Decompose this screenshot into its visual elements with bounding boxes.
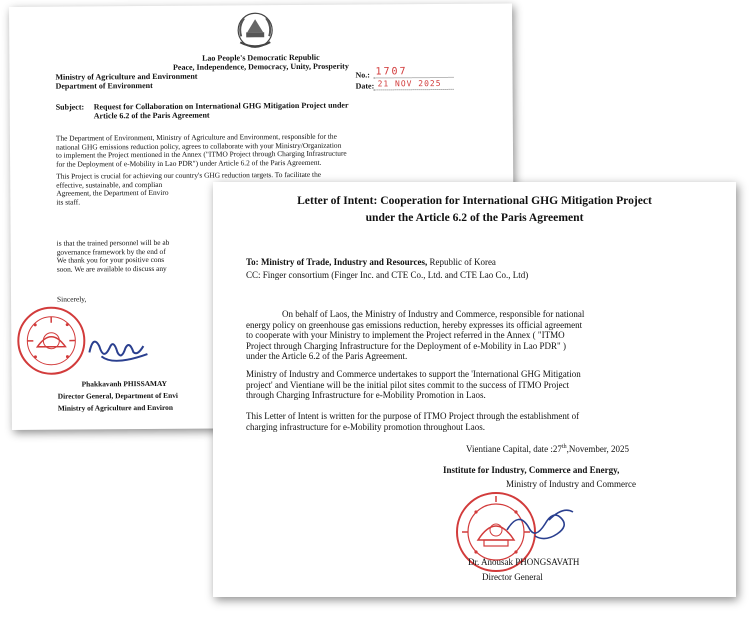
paragraph-line: This Letter of Intent is written for the purpose of ITMO Project through the establishment of: [246, 411, 580, 421]
date-label: Date:: [355, 81, 375, 91]
signer-title: Director General: [482, 572, 543, 582]
to-label: To:: [246, 257, 259, 267]
paragraph-1: [56, 133, 347, 169]
date-underline: [374, 89, 454, 91]
subject-line-2: Article 6.2 of the Paris Agreement: [93, 110, 210, 121]
cc-line: CC: Finger consortium (Finger Inc. and CTE Co., Ltd. and CTE Lao Co., Ltd): [246, 270, 529, 280]
paragraph-line: national GHG emissions reduction policy, agrees to collaborate with your Ministry/Organization: [55, 140, 342, 152]
paragraph-line: for the Deployment of e-Mobility in Lao PDR") under Article 6.2 of the Paris Agreement.: [56, 157, 322, 169]
reference-number: 1707: [375, 66, 408, 78]
recipient-line: [246, 257, 496, 268]
signer-name: Phakkavanh PHISSAMAY: [81, 378, 168, 389]
paragraph-line: project' and Vientiane will be the initial pilot sites commit to the success of ITMO Project: [246, 379, 570, 390]
paragraph-line: to implement the Project mentioned in the Annex ("ITMO Project through Charging Infrastructure: [56, 148, 347, 160]
date-suffix: ,November, 2025: [566, 444, 629, 454]
lao-emblem-icon: [232, 10, 278, 50]
date-prefix: Vientiane Capital, date :27: [466, 444, 562, 454]
paragraph-line: governance framework by the end of: [56, 246, 166, 257]
paragraph-line: We thank you for your positive cons: [56, 255, 165, 265]
paragraph-3: [57, 239, 170, 274]
subject-label: Subject:: [55, 102, 85, 112]
national-motto: Peace, Independence, Democracy, Unity, Prosperity: [172, 61, 349, 72]
paragraph-line: The Department of Environment, Ministry of Agriculture and Environment, responsible for the: [55, 131, 337, 143]
front-paragraph-3: [246, 411, 579, 432]
date-ordinal: th: [561, 444, 567, 450]
paragraph-line: On behalf of Laos, the Ministry of Industry and Commerce, responsible for national: [282, 309, 585, 319]
paragraph-line: effective, sustainable, and complian: [56, 179, 163, 190]
signer-title-1: Director General, Department of Envi: [57, 390, 178, 401]
to-country: Republic of Korea: [429, 257, 496, 267]
signature-icon: [499, 500, 579, 550]
front-paragraph-1: [246, 309, 584, 362]
subject-line-1: Request for Collaboration on International GHG Mitigation Project under: [93, 100, 349, 112]
front-paragraph-2: [246, 369, 581, 401]
paragraph-line: through Charging Infrastructure for e-Mobility Promotion in Laos.: [246, 390, 486, 401]
letter-title-line-2: under the Article 6.2 of the Paris Agreement: [365, 211, 584, 224]
paragraph-line: is that the trained personnel will be ab: [56, 237, 170, 248]
to-recipient: Ministry of Trade, Industry and Resources,: [260, 257, 428, 267]
paragraph-line: Agreement, the Department of Enviro: [56, 188, 169, 198]
paragraph-line: soon. We are available to discuss any: [56, 263, 167, 274]
signature-icon: [83, 326, 153, 370]
date-stamp: 21 NOV 2025: [377, 78, 442, 89]
official-seal-icon: [15, 304, 88, 377]
paragraph-line: Ministry of Industry and Commerce undertakes to support the 'International GHG Mitigation: [246, 369, 581, 379]
paragraph-line: its staff.: [56, 197, 81, 207]
ministry-name: Ministry of Agriculture and Environment: [55, 71, 198, 82]
closing: Sincerely,: [57, 294, 87, 304]
signer-title-2: Ministry of Agriculture and Environ: [57, 402, 173, 413]
front-letter: [213, 182, 736, 597]
paragraph-line: energy policy on greenhouse gas emissions reduction, hereby expresses its official agreement: [246, 319, 583, 330]
paragraph-line: to cooperate with your Ministry to implement the Project referred in the Annex ( "ITMO: [246, 330, 565, 341]
institute-name: Institute for Industry, Commerce and Energy,: [443, 465, 620, 475]
paragraph-line: charging infrastructure for e-Mobility promotion throughout Laos.: [246, 421, 486, 432]
department-name: Department of Environment: [55, 80, 153, 91]
paragraph-line: This Project is crucial for achieving our country's GHG reduction targets. To facilitate the: [56, 169, 322, 181]
letter-date: [466, 442, 629, 455]
paragraph-line: under the Article 6.2 of the Paris Agreement.: [246, 351, 408, 362]
no-label: No.:: [355, 70, 370, 80]
paragraph-line: Project through Charging Infrastructure for the Deployment of e-Mobility in Lao PDR" ): [246, 340, 566, 351]
country-name: Lao People's Democratic Republic: [202, 52, 320, 63]
letter-title-line-1: Letter of Intent: Cooperation for International GHG Mitigation Project: [297, 194, 652, 207]
signer-name: Dr. Anousak PHONGSAVATH: [468, 557, 580, 567]
ministry-name: Ministry of Industry and Commerce: [506, 479, 636, 489]
